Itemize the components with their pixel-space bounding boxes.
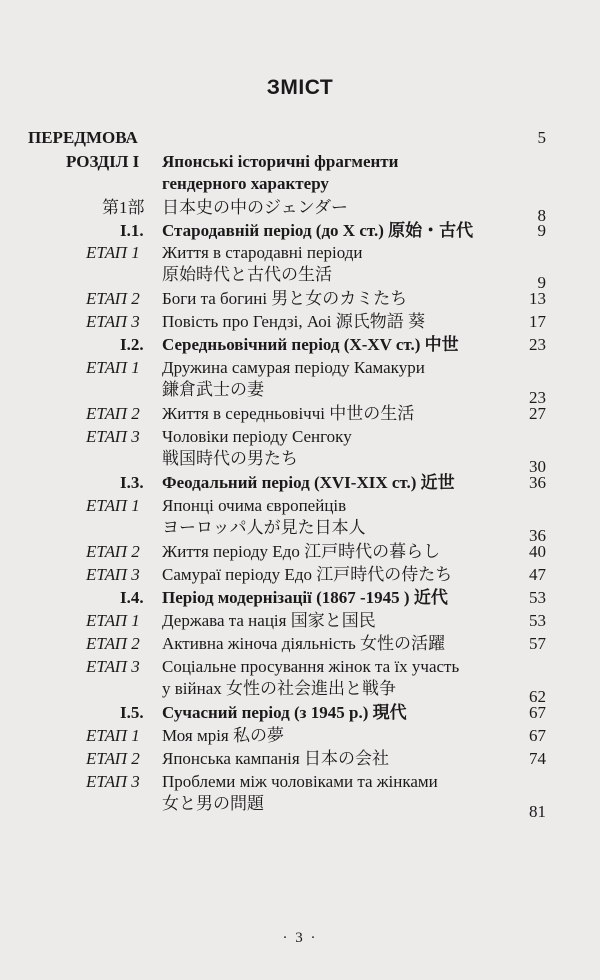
toc-page-number: 17 bbox=[529, 312, 546, 331]
toc-title-line: Самураї періоду Едо 江戸時代の侍たち bbox=[162, 565, 453, 584]
toc-page-number: 67 bbox=[529, 703, 546, 722]
toc-label: ЕТАП 2 bbox=[86, 749, 140, 768]
toc-title-line: Японські історичні фрагменти bbox=[162, 152, 399, 171]
toc-title-line: Японці очима європейців bbox=[162, 496, 347, 515]
toc-page-number: 30 bbox=[529, 457, 546, 476]
toc-label: I.5. bbox=[120, 703, 144, 722]
toc-title-line: Феодальний період (XVI-XIX ст.) 近世 bbox=[162, 473, 455, 492]
toc-page-number: 53 bbox=[529, 588, 546, 607]
toc-title-line: Життя в середньовіччі 中世の生活 bbox=[162, 404, 415, 423]
toc-title-line: Життя періоду Едо 江戸時代の暮らし bbox=[162, 542, 441, 561]
toc-label: ЕТАП 3 bbox=[86, 427, 140, 446]
toc-title-line: Активна жіноча діяльність 女性の活躍 bbox=[162, 634, 445, 653]
toc-title-line: 女と男の問題 bbox=[162, 794, 264, 813]
toc-label: ЕТАП 2 bbox=[86, 289, 140, 308]
toc-label: ЕТАП 1 bbox=[86, 243, 140, 262]
toc-page-number: 62 bbox=[529, 687, 546, 706]
toc-page-number: 81 bbox=[529, 802, 546, 821]
toc-page-number: 47 bbox=[529, 565, 546, 584]
toc-label: ЕТАП 2 bbox=[86, 634, 140, 653]
toc-title-line: 原始時代と古代の生活 bbox=[162, 265, 332, 284]
page-number-footer: · 3 · bbox=[282, 930, 318, 946]
toc-page-number: 36 bbox=[529, 526, 546, 545]
toc-page-number: 57 bbox=[529, 634, 546, 653]
toc-title-line: Стародавній період (до Х ст.) 原始・古代 bbox=[162, 221, 474, 240]
toc-title-line: Період модернізації (1867 -1945 ) 近代 bbox=[162, 588, 448, 607]
toc-title-line: Японська кампанія 日本の会社 bbox=[162, 749, 389, 768]
toc-label: I.4. bbox=[120, 588, 144, 607]
toc-label: ЕТАП 1 bbox=[86, 726, 140, 745]
page-title: ЗМІСТ bbox=[266, 76, 334, 99]
toc-label: I.1. bbox=[120, 221, 144, 240]
toc-title-line: Проблеми між чоловіками та жінками bbox=[162, 772, 438, 791]
toc-page-number: 9 bbox=[537, 273, 546, 292]
toc-label: 第1部 bbox=[102, 198, 145, 217]
toc-title-line: Повість про Гендзі, Аоі 源氏物語 葵 bbox=[162, 312, 425, 331]
toc-page-number: 5 bbox=[537, 128, 546, 147]
toc-label: ЕТАП 1 bbox=[86, 611, 140, 630]
toc-title-line: Середньовічний період (X-XV ст.) 中世 bbox=[162, 335, 459, 354]
toc-title-line: 戦国時代の男たち bbox=[162, 449, 298, 468]
toc-label: ЕТАП 1 bbox=[86, 496, 140, 515]
toc-page-number: 23 bbox=[529, 388, 546, 407]
toc-page-number: 53 bbox=[529, 611, 546, 630]
toc-label: I.2. bbox=[120, 335, 144, 354]
toc-label: ЕТАП 3 bbox=[86, 312, 140, 331]
toc-label: ЕТАП 3 bbox=[86, 657, 140, 676]
toc-page-number: 13 bbox=[529, 289, 546, 308]
toc-title-line: 鎌倉武士の妻 bbox=[162, 380, 264, 399]
toc-title-line: Життя в стародавні періоди bbox=[162, 243, 363, 262]
toc-title-line: Боги та богині 男と女のカミたち bbox=[162, 289, 408, 308]
toc-page-number: 74 bbox=[529, 749, 546, 768]
toc-label: ЕТАП 2 bbox=[86, 542, 140, 561]
toc-label: ПЕРЕДМОВА bbox=[28, 128, 138, 147]
toc-label: ЕТАП 2 bbox=[86, 404, 140, 423]
toc-page-number: 27 bbox=[529, 404, 546, 423]
toc-title-line: Моя мрія 私の夢 bbox=[162, 726, 284, 745]
toc-label: ЕТАП 1 bbox=[86, 358, 140, 377]
toc-label: РОЗДІЛ І bbox=[66, 152, 140, 171]
toc-page-number: 36 bbox=[529, 473, 546, 492]
toc-label: ЕТАП 3 bbox=[86, 772, 140, 791]
toc-page-number: 23 bbox=[529, 335, 546, 354]
toc-page-number: 67 bbox=[529, 726, 546, 745]
toc-label: I.3. bbox=[120, 473, 144, 492]
toc-title-line: гендерного характеру bbox=[162, 174, 329, 193]
toc-title-line: Соціальне просування жінок та їх участь bbox=[162, 657, 460, 676]
toc-page-number: 40 bbox=[529, 542, 546, 561]
toc-page-number: 8 bbox=[537, 206, 546, 225]
toc-title-line: Держава та нація 国家と国民 bbox=[162, 611, 376, 630]
toc-title-line: Дружина самурая періоду Камакури bbox=[162, 358, 425, 377]
toc-title-line: 日本史の中のジェンダー bbox=[162, 198, 348, 217]
toc-page-number: 9 bbox=[537, 221, 546, 240]
toc-title-line: ヨーロッパ人が見た日本人 bbox=[162, 518, 366, 537]
toc-title-line: у війнах 女性の社会進出と戦争 bbox=[162, 679, 396, 698]
toc-title-line: Чоловіки періоду Сенгоку bbox=[162, 427, 352, 446]
toc-title-line: Сучасний період (з 1945 р.) 現代 bbox=[162, 703, 407, 722]
toc-label: ЕТАП 3 bbox=[86, 565, 140, 584]
